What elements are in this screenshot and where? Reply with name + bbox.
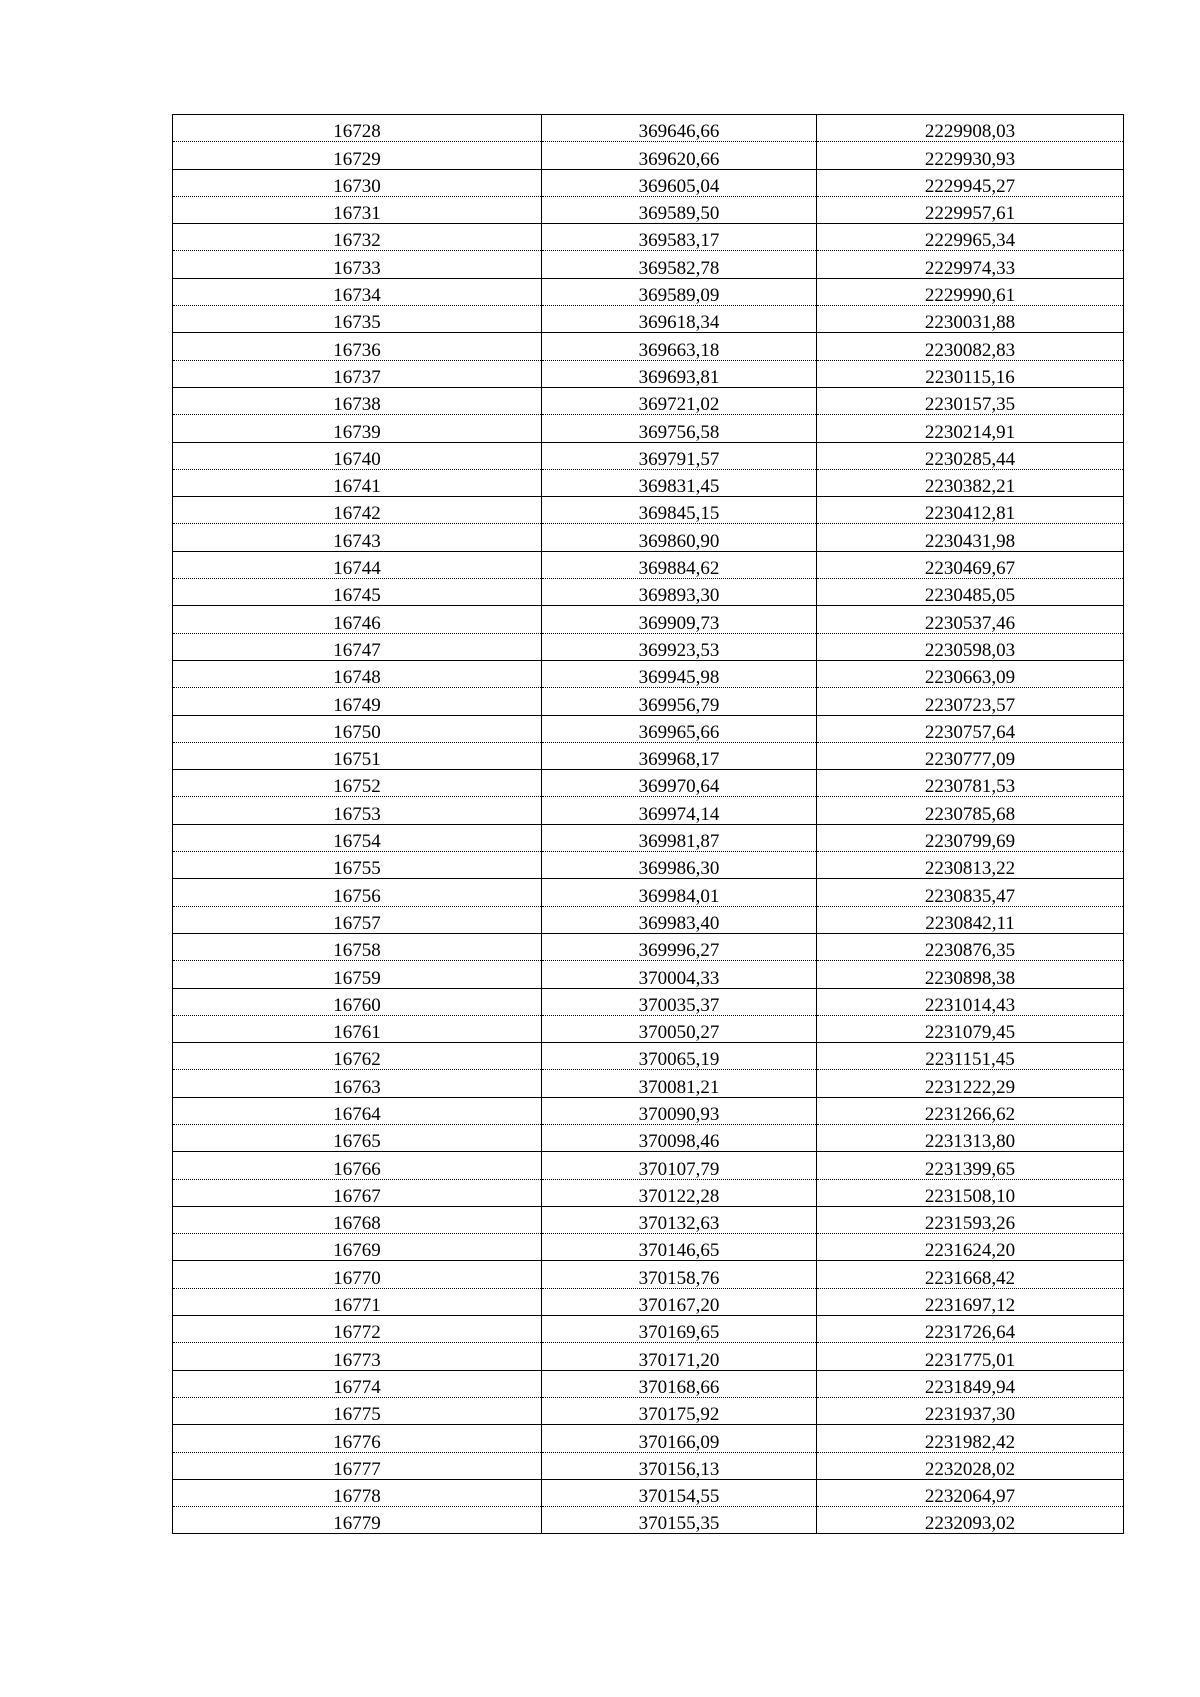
y-coordinate-cell: 2231624,20 [817,1234,1124,1261]
point-number-cell: 16743 [173,524,542,551]
x-coordinate-cell: 369756,58 [542,415,817,442]
y-coordinate-cell: 2229965,34 [817,224,1124,251]
y-coordinate-cell: 2230777,09 [817,742,1124,769]
y-coordinate-cell: 2230285,44 [817,442,1124,469]
y-coordinate-cell: 2230835,47 [817,879,1124,906]
x-coordinate-cell: 370065,19 [542,1043,817,1070]
y-coordinate-cell: 2230663,09 [817,660,1124,687]
point-number-cell: 16765 [173,1124,542,1151]
x-coordinate-cell: 370171,20 [542,1343,817,1370]
y-coordinate-cell: 2230031,88 [817,306,1124,333]
x-coordinate-cell: 370122,28 [542,1179,817,1206]
table-row [173,961,1124,988]
x-coordinate-cell: 369620,66 [542,142,817,169]
y-coordinate-cell: 2231399,65 [817,1152,1124,1179]
table-row [173,142,1124,169]
table-row [173,1070,1124,1097]
table-row [173,1043,1124,1070]
x-coordinate-cell: 370168,66 [542,1370,817,1397]
x-coordinate-cell: 370166,09 [542,1425,817,1452]
table-row [173,333,1124,360]
table-row [173,278,1124,305]
x-coordinate-cell: 369981,87 [542,824,817,851]
table-row [173,497,1124,524]
table-row [173,1288,1124,1315]
y-coordinate-cell: 2230757,64 [817,715,1124,742]
point-number-cell: 16739 [173,415,542,442]
y-coordinate-cell: 2231849,94 [817,1370,1124,1397]
table-row [173,224,1124,251]
point-number-cell: 16746 [173,606,542,633]
point-number-cell: 16747 [173,633,542,660]
y-coordinate-cell: 2231313,80 [817,1124,1124,1151]
y-coordinate-cell: 2230214,91 [817,415,1124,442]
x-coordinate-cell: 369582,78 [542,251,817,278]
point-number-cell: 16731 [173,196,542,223]
point-number-cell: 16730 [173,169,542,196]
x-coordinate-cell: 370050,27 [542,1015,817,1042]
x-coordinate-cell: 370158,76 [542,1261,817,1288]
y-coordinate-cell: 2230469,67 [817,551,1124,578]
x-coordinate-cell: 370090,93 [542,1097,817,1124]
table-row [173,879,1124,906]
y-coordinate-cell: 2230485,05 [817,579,1124,606]
y-coordinate-cell: 2231222,29 [817,1070,1124,1097]
coordinates-table [172,114,1124,1534]
x-coordinate-cell: 369984,01 [542,879,817,906]
point-number-cell: 16759 [173,961,542,988]
y-coordinate-cell: 2230431,98 [817,524,1124,551]
x-coordinate-cell: 369589,50 [542,196,817,223]
point-number-cell: 16748 [173,660,542,687]
table-row [173,115,1124,142]
x-coordinate-cell: 369909,73 [542,606,817,633]
x-coordinate-cell: 369618,34 [542,306,817,333]
y-coordinate-cell: 2230157,35 [817,387,1124,414]
x-coordinate-cell: 369970,64 [542,770,817,797]
table-row [173,660,1124,687]
y-coordinate-cell: 2230723,57 [817,688,1124,715]
point-number-cell: 16740 [173,442,542,469]
point-number-cell: 16757 [173,906,542,933]
x-coordinate-cell: 370156,13 [542,1452,817,1479]
point-number-cell: 16729 [173,142,542,169]
x-coordinate-cell: 370098,46 [542,1124,817,1151]
y-coordinate-cell: 2229945,27 [817,169,1124,196]
point-number-cell: 16769 [173,1234,542,1261]
y-coordinate-cell: 2230898,38 [817,961,1124,988]
x-coordinate-cell: 370175,92 [542,1397,817,1424]
y-coordinate-cell: 2231079,45 [817,1015,1124,1042]
x-coordinate-cell: 369605,04 [542,169,817,196]
x-coordinate-cell: 369860,90 [542,524,817,551]
x-coordinate-cell: 369945,98 [542,660,817,687]
point-number-cell: 16763 [173,1070,542,1097]
y-coordinate-cell: 2231775,01 [817,1343,1124,1370]
table-row [173,579,1124,606]
point-number-cell: 16760 [173,988,542,1015]
table-row [173,169,1124,196]
point-number-cell: 16738 [173,387,542,414]
point-number-cell: 16758 [173,933,542,960]
y-coordinate-cell: 2229930,93 [817,142,1124,169]
table-row [173,1316,1124,1343]
x-coordinate-cell: 369965,66 [542,715,817,742]
x-coordinate-cell: 369663,18 [542,333,817,360]
y-coordinate-cell: 2231697,12 [817,1288,1124,1315]
y-coordinate-cell: 2231508,10 [817,1179,1124,1206]
x-coordinate-cell: 369974,14 [542,797,817,824]
table-row [173,1507,1124,1534]
point-number-cell: 16752 [173,770,542,797]
table-row [173,415,1124,442]
point-number-cell: 16762 [173,1043,542,1070]
table-row [173,988,1124,1015]
y-coordinate-cell: 2232064,97 [817,1479,1124,1506]
table-row [173,1015,1124,1042]
x-coordinate-cell: 369845,15 [542,497,817,524]
point-number-cell: 16766 [173,1152,542,1179]
point-number-cell: 16751 [173,742,542,769]
table-row [173,742,1124,769]
y-coordinate-cell: 2230813,22 [817,852,1124,879]
y-coordinate-cell: 2229908,03 [817,115,1124,142]
x-coordinate-cell: 369968,17 [542,742,817,769]
table-row [173,551,1124,578]
x-coordinate-cell: 370169,65 [542,1316,817,1343]
y-coordinate-cell: 2229974,33 [817,251,1124,278]
point-number-cell: 16755 [173,852,542,879]
x-coordinate-cell: 370107,79 [542,1152,817,1179]
table-row [173,387,1124,414]
table-row [173,606,1124,633]
table-row [173,688,1124,715]
table-row [173,933,1124,960]
point-number-cell: 16776 [173,1425,542,1452]
y-coordinate-cell: 2229990,61 [817,278,1124,305]
x-coordinate-cell: 369791,57 [542,442,817,469]
y-coordinate-cell: 2231982,42 [817,1425,1124,1452]
point-number-cell: 16736 [173,333,542,360]
x-coordinate-cell: 369721,02 [542,387,817,414]
point-number-cell: 16744 [173,551,542,578]
y-coordinate-cell: 2232093,02 [817,1507,1124,1534]
table-row [173,1370,1124,1397]
x-coordinate-cell: 369583,17 [542,224,817,251]
x-coordinate-cell: 369693,81 [542,360,817,387]
point-number-cell: 16770 [173,1261,542,1288]
x-coordinate-cell: 370167,20 [542,1288,817,1315]
table-row [173,1124,1124,1151]
table-row [173,251,1124,278]
coordinates-table-body [173,115,1124,1534]
point-number-cell: 16732 [173,224,542,251]
point-number-cell: 16772 [173,1316,542,1343]
table-row [173,633,1124,660]
table-row [173,1234,1124,1261]
y-coordinate-cell: 2231151,45 [817,1043,1124,1070]
y-coordinate-cell: 2231726,64 [817,1316,1124,1343]
x-coordinate-cell: 369983,40 [542,906,817,933]
y-coordinate-cell: 2231668,42 [817,1261,1124,1288]
point-number-cell: 16735 [173,306,542,333]
table-row [173,797,1124,824]
table-row [173,1179,1124,1206]
y-coordinate-cell: 2230382,21 [817,469,1124,496]
y-coordinate-cell: 2230412,81 [817,497,1124,524]
point-number-cell: 16773 [173,1343,542,1370]
x-coordinate-cell: 369923,53 [542,633,817,660]
table-row [173,1152,1124,1179]
y-coordinate-cell: 2230598,03 [817,633,1124,660]
table-row [173,442,1124,469]
point-number-cell: 16775 [173,1397,542,1424]
x-coordinate-cell: 369893,30 [542,579,817,606]
y-coordinate-cell: 2230115,16 [817,360,1124,387]
y-coordinate-cell: 2231014,43 [817,988,1124,1015]
table-row [173,360,1124,387]
y-coordinate-cell: 2231266,62 [817,1097,1124,1124]
x-coordinate-cell: 369956,79 [542,688,817,715]
point-number-cell: 16777 [173,1452,542,1479]
x-coordinate-cell: 369646,66 [542,115,817,142]
table-row [173,1425,1124,1452]
point-number-cell: 16774 [173,1370,542,1397]
point-number-cell: 16767 [173,1179,542,1206]
point-number-cell: 16749 [173,688,542,715]
table-row [173,1452,1124,1479]
x-coordinate-cell: 370155,35 [542,1507,817,1534]
point-number-cell: 16756 [173,879,542,906]
x-coordinate-cell: 369986,30 [542,852,817,879]
point-number-cell: 16771 [173,1288,542,1315]
point-number-cell: 16734 [173,278,542,305]
point-number-cell: 16742 [173,497,542,524]
y-coordinate-cell: 2231937,30 [817,1397,1124,1424]
table-row [173,469,1124,496]
x-coordinate-cell: 370004,33 [542,961,817,988]
table-row [173,1479,1124,1506]
table-row [173,1206,1124,1233]
table-row [173,1097,1124,1124]
table-row [173,852,1124,879]
table-row [173,1343,1124,1370]
y-coordinate-cell: 2229957,61 [817,196,1124,223]
y-coordinate-cell: 2230781,53 [817,770,1124,797]
point-number-cell: 16753 [173,797,542,824]
x-coordinate-cell: 370154,55 [542,1479,817,1506]
table-row [173,1261,1124,1288]
table-row [173,524,1124,551]
point-number-cell: 16761 [173,1015,542,1042]
point-number-cell: 16754 [173,824,542,851]
x-coordinate-cell: 370146,65 [542,1234,817,1261]
x-coordinate-cell: 370132,63 [542,1206,817,1233]
y-coordinate-cell: 2230842,11 [817,906,1124,933]
y-coordinate-cell: 2230537,46 [817,606,1124,633]
point-number-cell: 16779 [173,1507,542,1534]
table-row [173,715,1124,742]
point-number-cell: 16778 [173,1479,542,1506]
y-coordinate-cell: 2232028,02 [817,1452,1124,1479]
x-coordinate-cell: 369884,62 [542,551,817,578]
x-coordinate-cell: 369589,09 [542,278,817,305]
table-row [173,1397,1124,1424]
table-row [173,906,1124,933]
point-number-cell: 16764 [173,1097,542,1124]
y-coordinate-cell: 2230799,69 [817,824,1124,851]
point-number-cell: 16768 [173,1206,542,1233]
point-number-cell: 16745 [173,579,542,606]
table-row [173,306,1124,333]
y-coordinate-cell: 2230082,83 [817,333,1124,360]
point-number-cell: 16750 [173,715,542,742]
x-coordinate-cell: 369996,27 [542,933,817,960]
x-coordinate-cell: 370035,37 [542,988,817,1015]
table-row [173,196,1124,223]
table-row [173,770,1124,797]
y-coordinate-cell: 2230785,68 [817,797,1124,824]
point-number-cell: 16733 [173,251,542,278]
x-coordinate-cell: 369831,45 [542,469,817,496]
x-coordinate-cell: 370081,21 [542,1070,817,1097]
point-number-cell: 16737 [173,360,542,387]
y-coordinate-cell: 2231593,26 [817,1206,1124,1233]
y-coordinate-cell: 2230876,35 [817,933,1124,960]
point-number-cell: 16728 [173,115,542,142]
point-number-cell: 16741 [173,469,542,496]
table-row [173,824,1124,851]
